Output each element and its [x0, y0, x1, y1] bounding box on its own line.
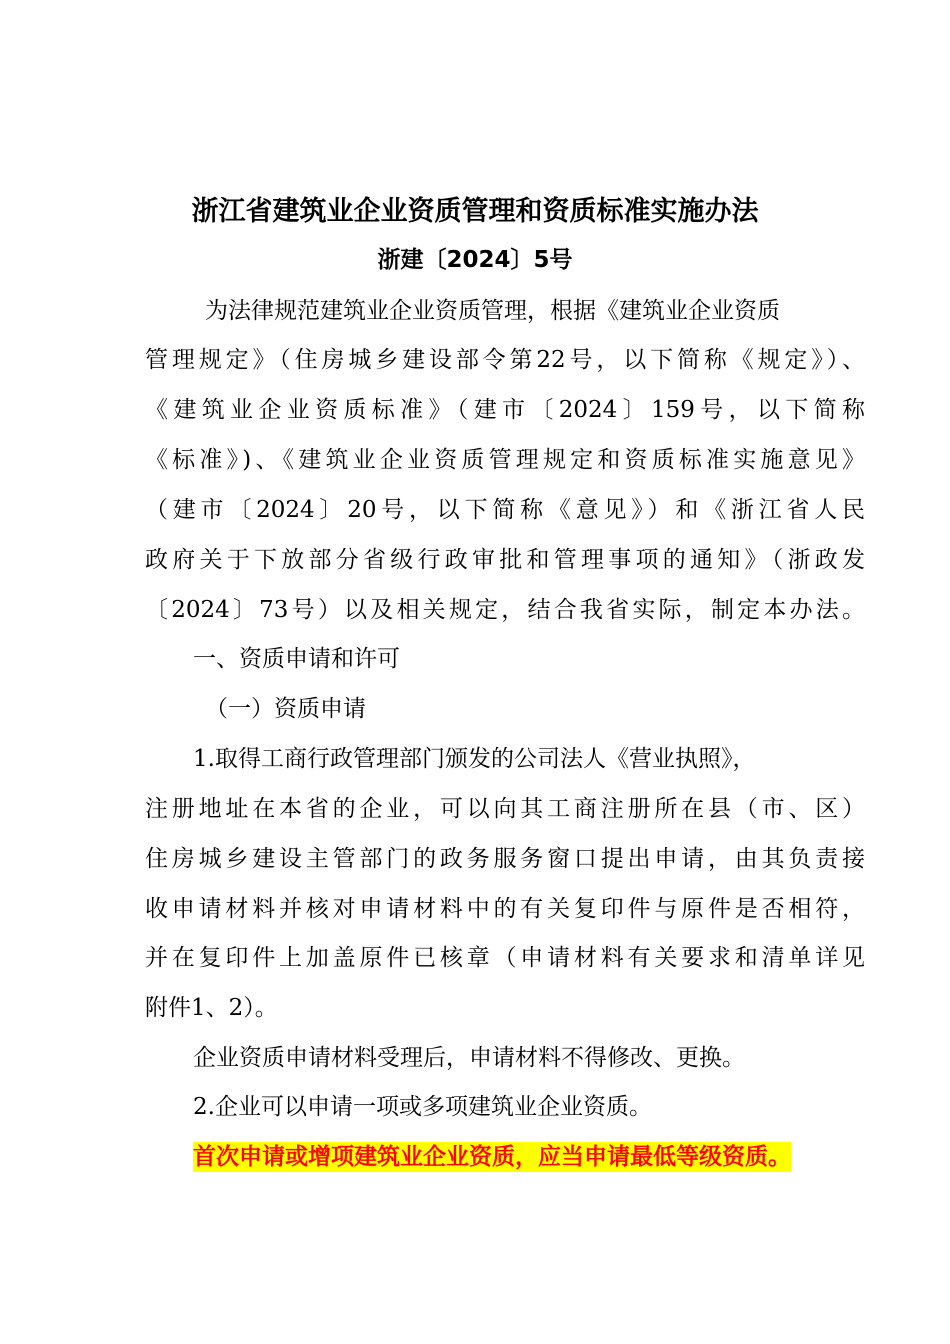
paragraph-line: 2.企业可以申请一项或多项建筑业企业资质。 — [193, 1094, 652, 1120]
paragraph-line: 1.取得工商行政管理部门颁发的公司法人《营业执照》， — [193, 746, 756, 772]
subsection-heading: （一）资质申请 — [205, 696, 366, 722]
paragraph-line: 收申请材料并核对申请材料中的有关复印件与原件是否相符， — [145, 896, 865, 922]
paragraph-line: 〔2024〕73号）以及相关规定，结合我省实际，制定本办法。 — [145, 597, 865, 623]
section-heading: 一、资质申请和许可 — [193, 646, 400, 672]
paragraph-line: 《标准》)、《建筑业企业资质管理规定和资质标准实施意见》 — [145, 447, 865, 473]
paragraph-line: 政府关于下放部分省级行政审批和管理事项的通知》（浙政发 — [145, 547, 865, 573]
highlighted-text: 首次申请或增项建筑业企业资质，应当申请最低等级资质。 — [193, 1144, 791, 1170]
paragraph-line: 并在复印件上加盖原件已核章（申请材料有关要求和清单详见 — [145, 945, 865, 971]
paragraph-line: 管理规定》（住房城乡建设部令第22号，以下简称《规定》）、 — [145, 347, 865, 373]
paragraph-line: 为法律规范建筑业企业资质管理，根据《建筑业企业资质 — [205, 298, 780, 324]
paragraph-line: 注册地址在本省的企业，可以向其工商注册所在县（市、区） — [145, 796, 865, 822]
document-title: 浙江省建筑业企业资质管理和资质标准实施办法 — [191, 196, 759, 227]
paragraph-line: 附件1、2）。 — [145, 995, 278, 1021]
highlighted-line — [193, 1137, 865, 1177]
paragraph-line: （建市〔2024〕20号，以下简称《意见》）和《浙江省人民 — [145, 497, 865, 523]
paragraph-line: 《建筑业企业资质标准》（建市〔2024〕159号，以下简称 — [145, 397, 865, 423]
paragraph-line: 企业资质申请材料受理后，申请材料不得修改、更换。 — [193, 1045, 745, 1071]
paragraph-line: 住房城乡建设主管部门的政务服务窗口提出申请，由其负责接 — [145, 846, 865, 872]
document-number: 浙建〔2024〕5号 — [377, 247, 573, 273]
